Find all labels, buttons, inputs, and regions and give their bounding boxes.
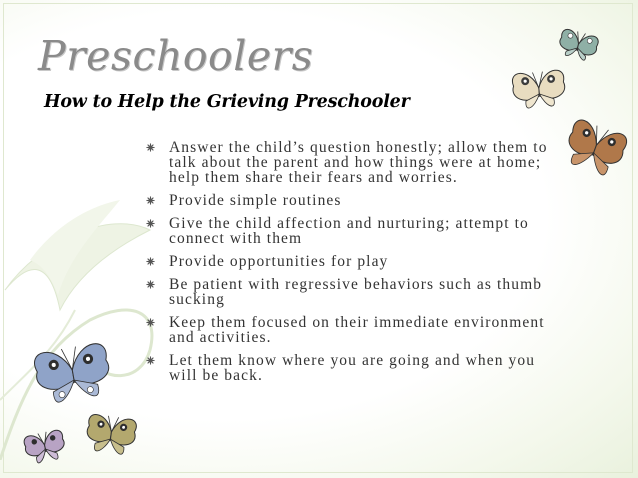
- butterfly-blue-icon: [30, 335, 116, 413]
- sunburst-bullet-icon: [146, 196, 155, 205]
- slide-title: Preschoolers: [38, 32, 314, 80]
- bullet-text: Be patient with regressive behaviors such as thumb sucking: [169, 276, 543, 308]
- bullet-item: [146, 353, 566, 383]
- sunburst-bullet-icon: [146, 356, 155, 365]
- sunburst-bullet-icon: [146, 318, 155, 327]
- sunburst-bullet-icon: [146, 280, 155, 289]
- bullet-text: Give the child affection and nurturing; attempt to connect with them: [169, 215, 529, 247]
- bullet-item: [146, 254, 566, 269]
- sunburst-bullet-icon: [146, 219, 155, 228]
- bullet-list: [146, 140, 566, 391]
- bullet-text: Let them know where you are going and when you will be back.: [169, 352, 536, 384]
- butterfly-olive-icon: [82, 406, 140, 464]
- bullet-item: [146, 193, 566, 208]
- bullet-item: [146, 216, 566, 246]
- butterfly-purple-icon: [22, 424, 68, 470]
- butterfly-teal-icon: [555, 26, 601, 66]
- bullet-text: Answer the child’s question honestly; allow them to talk about the parent and how things were at home; help them share their fears and worries.: [169, 139, 548, 186]
- butterfly-brown-icon: [562, 112, 628, 186]
- bullet-item: [146, 140, 566, 185]
- sunburst-bullet-icon: [146, 143, 155, 152]
- bullet-item: [146, 277, 566, 307]
- bullet-text: Keep them focused on their immediate environment and activities.: [169, 314, 545, 346]
- sunburst-bullet-icon: [146, 257, 155, 266]
- slide-subtitle: How to Help the Grieving Preschooler: [44, 92, 410, 112]
- bullet-text: Provide opportunities for play: [169, 253, 389, 270]
- butterfly-cream-icon: [508, 64, 570, 116]
- bullet-text: Provide simple routines: [169, 192, 342, 209]
- bullet-item: [146, 315, 566, 345]
